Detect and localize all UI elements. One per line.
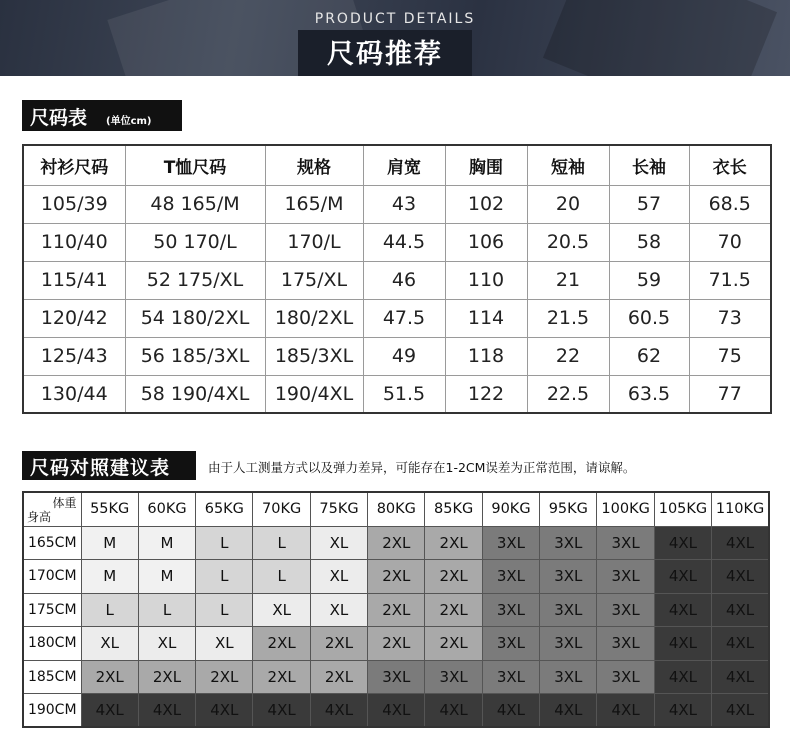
table-cell: 56 185/3XL bbox=[125, 337, 265, 375]
size-recommendation-cell: 3XL bbox=[425, 660, 482, 694]
size-recommendation-cell: L bbox=[138, 593, 195, 627]
size-recommendation-cell: 4XL bbox=[425, 694, 482, 728]
size-column-header: 胸围 bbox=[445, 145, 527, 185]
height-header: 175CM bbox=[23, 593, 81, 627]
size-column-header: 肩宽 bbox=[363, 145, 445, 185]
size-recommendation-cell: L bbox=[253, 560, 310, 594]
size-recommendation-cell: 3XL bbox=[540, 660, 597, 694]
table-cell: 63.5 bbox=[609, 375, 689, 413]
table-row bbox=[23, 299, 771, 337]
size-recommendation-cell: 4XL bbox=[253, 694, 310, 728]
reference-table bbox=[22, 491, 770, 728]
size-recommendation-cell: XL bbox=[310, 593, 367, 627]
table-cell: 73 bbox=[689, 299, 771, 337]
table-cell: 120/42 bbox=[23, 299, 125, 337]
size-recommendation-cell: 2XL bbox=[310, 660, 367, 694]
corner-weight-label: 体重 bbox=[52, 496, 77, 510]
table-cell: 51.5 bbox=[363, 375, 445, 413]
size-recommendation-cell: 4XL bbox=[138, 694, 195, 728]
size-column-header: 衬衫尺码 bbox=[23, 145, 125, 185]
size-recommendation-cell: XL bbox=[253, 593, 310, 627]
weight-header: 90KG bbox=[482, 492, 539, 526]
size-recommendation-cell: XL bbox=[81, 627, 138, 661]
size-recommendation-cell: 3XL bbox=[597, 593, 654, 627]
size-recommendation-cell: 4XL bbox=[81, 694, 138, 728]
weight-header: 70KG bbox=[253, 492, 310, 526]
size-recommendation-cell: 4XL bbox=[654, 627, 711, 661]
size-recommendation-cell: 4XL bbox=[540, 694, 597, 728]
table-cell: 21.5 bbox=[527, 299, 609, 337]
weight-header: 95KG bbox=[540, 492, 597, 526]
size-recommendation-cell: L bbox=[196, 526, 253, 560]
table-cell: 43 bbox=[363, 185, 445, 223]
table-cell: 62 bbox=[609, 337, 689, 375]
size-recommendation-cell: 2XL bbox=[368, 627, 425, 661]
table-row bbox=[23, 694, 769, 728]
size-recommendation-cell: 4XL bbox=[654, 660, 711, 694]
table-cell: 175/XL bbox=[265, 261, 363, 299]
table-cell: 22 bbox=[527, 337, 609, 375]
size-recommendation-cell: 3XL bbox=[540, 627, 597, 661]
size-recommendation-cell: 3XL bbox=[482, 526, 539, 560]
size-recommendation-cell: 4XL bbox=[712, 660, 769, 694]
size-table-body bbox=[23, 185, 771, 413]
table-row bbox=[23, 337, 771, 375]
weight-header: 110KG bbox=[712, 492, 769, 526]
size-recommendation-cell: 3XL bbox=[597, 660, 654, 694]
table-cell: 106 bbox=[445, 223, 527, 261]
size-recommendation-cell: L bbox=[81, 593, 138, 627]
size-recommendation-cell: 4XL bbox=[654, 560, 711, 594]
height-header: 165CM bbox=[23, 526, 81, 560]
size-recommendation-cell: 2XL bbox=[368, 526, 425, 560]
size-recommendation-cell: 2XL bbox=[425, 526, 482, 560]
table-cell: 77 bbox=[689, 375, 771, 413]
size-recommendation-cell: 4XL bbox=[654, 593, 711, 627]
table-cell: 185/3XL bbox=[265, 337, 363, 375]
size-table bbox=[22, 144, 772, 414]
weight-header: 60KG bbox=[138, 492, 195, 526]
reference-table-body bbox=[23, 526, 769, 727]
size-recommendation-cell: 2XL bbox=[81, 660, 138, 694]
size-recommendation-cell: 4XL bbox=[196, 694, 253, 728]
table-cell: 20.5 bbox=[527, 223, 609, 261]
size-column-header: 规格 bbox=[265, 145, 363, 185]
size-recommendation-cell: 3XL bbox=[482, 660, 539, 694]
table-row bbox=[23, 627, 769, 661]
reference-table-header bbox=[23, 492, 769, 526]
corner-cell bbox=[23, 492, 81, 526]
size-recommendation-cell: L bbox=[253, 526, 310, 560]
size-recommendation-cell: 2XL bbox=[425, 560, 482, 594]
table-cell: 22.5 bbox=[527, 375, 609, 413]
table-cell: 49 bbox=[363, 337, 445, 375]
size-recommendation-cell: 3XL bbox=[540, 560, 597, 594]
table-cell: 46 bbox=[363, 261, 445, 299]
size-recommendation-cell: 4XL bbox=[482, 694, 539, 728]
size-recommendation-cell: L bbox=[196, 560, 253, 594]
table-row bbox=[23, 261, 771, 299]
size-column-header: T恤尺码 bbox=[125, 145, 265, 185]
table-row bbox=[23, 223, 771, 261]
weight-header: 75KG bbox=[310, 492, 367, 526]
table-cell: 59 bbox=[609, 261, 689, 299]
table-cell: 170/L bbox=[265, 223, 363, 261]
size-recommendation-cell: 3XL bbox=[482, 593, 539, 627]
table-cell: 115/41 bbox=[23, 261, 125, 299]
size-recommendation-cell: 3XL bbox=[540, 593, 597, 627]
table-cell: 180/2XL bbox=[265, 299, 363, 337]
weight-header: 80KG bbox=[368, 492, 425, 526]
size-recommendation-cell: M bbox=[81, 560, 138, 594]
table-row bbox=[23, 526, 769, 560]
table-cell: 122 bbox=[445, 375, 527, 413]
table-cell: 130/44 bbox=[23, 375, 125, 413]
table-cell: 105/39 bbox=[23, 185, 125, 223]
size-recommendation-cell: 2XL bbox=[368, 560, 425, 594]
size-recommendation-cell: XL bbox=[310, 560, 367, 594]
size-recommendation-cell: XL bbox=[138, 627, 195, 661]
table-cell: 70 bbox=[689, 223, 771, 261]
weight-header: 85KG bbox=[425, 492, 482, 526]
size-recommendation-cell: 3XL bbox=[482, 627, 539, 661]
table-cell: 52 175/XL bbox=[125, 261, 265, 299]
header-subtitle: PRODUCT DETAILS bbox=[314, 11, 476, 27]
table-cell: 60.5 bbox=[609, 299, 689, 337]
table-cell: 54 180/2XL bbox=[125, 299, 265, 337]
reference-table-title-bar bbox=[22, 451, 196, 480]
table-cell: 68.5 bbox=[689, 185, 771, 223]
size-recommendation-cell: 3XL bbox=[368, 660, 425, 694]
height-header: 170CM bbox=[23, 560, 81, 594]
table-cell: 165/M bbox=[265, 185, 363, 223]
size-recommendation-cell: 2XL bbox=[196, 660, 253, 694]
table-cell: 47.5 bbox=[363, 299, 445, 337]
size-recommendation-cell: 4XL bbox=[310, 694, 367, 728]
weight-header: 65KG bbox=[196, 492, 253, 526]
size-recommendation-cell: 4XL bbox=[712, 593, 769, 627]
header-banner bbox=[0, 0, 790, 76]
table-cell: 50 170/L bbox=[125, 223, 265, 261]
size-column-header: 长袖 bbox=[609, 145, 689, 185]
size-recommendation-cell: 4XL bbox=[368, 694, 425, 728]
table-row bbox=[23, 560, 769, 594]
table-cell: 110 bbox=[445, 261, 527, 299]
header-title: 尺码推荐 bbox=[327, 39, 443, 70]
size-recommendation-cell: 3XL bbox=[540, 526, 597, 560]
size-recommendation-cell: 4XL bbox=[712, 526, 769, 560]
size-recommendation-cell: XL bbox=[310, 526, 367, 560]
size-recommendation-cell: 2XL bbox=[310, 627, 367, 661]
table-cell: 20 bbox=[527, 185, 609, 223]
table-row bbox=[23, 375, 771, 413]
size-table-unit: (单位cm) bbox=[106, 116, 152, 127]
table-cell: 102 bbox=[445, 185, 527, 223]
size-table-title: 尺码表 bbox=[30, 107, 88, 129]
size-recommendation-cell: 4XL bbox=[712, 627, 769, 661]
size-recommendation-cell: 4XL bbox=[712, 694, 769, 728]
table-cell: 71.5 bbox=[689, 261, 771, 299]
table-cell: 110/40 bbox=[23, 223, 125, 261]
size-recommendation-cell: M bbox=[81, 526, 138, 560]
table-cell: 48 165/M bbox=[125, 185, 265, 223]
size-recommendation-cell: 2XL bbox=[253, 660, 310, 694]
size-table-header bbox=[23, 145, 771, 185]
size-recommendation-cell: 3XL bbox=[482, 560, 539, 594]
size-recommendation-cell: XL bbox=[196, 627, 253, 661]
table-cell: 190/4XL bbox=[265, 375, 363, 413]
table-cell: 57 bbox=[609, 185, 689, 223]
table-cell: 125/43 bbox=[23, 337, 125, 375]
size-recommendation-cell: 2XL bbox=[425, 593, 482, 627]
measurement-note: 由于人工测量方式以及弹力差异，可能存在1-2CM误差为正常范围，请谅解。 bbox=[208, 460, 636, 475]
reference-table-title: 尺码对照建议表 bbox=[30, 457, 171, 479]
corner-height-label: 身高 bbox=[27, 509, 52, 524]
size-recommendation-cell: M bbox=[138, 526, 195, 560]
table-row bbox=[23, 185, 771, 223]
size-recommendation-cell: 4XL bbox=[712, 560, 769, 594]
size-recommendation-cell: L bbox=[196, 593, 253, 627]
size-recommendation-cell: 4XL bbox=[654, 526, 711, 560]
table-row bbox=[23, 660, 769, 694]
table-cell: 75 bbox=[689, 337, 771, 375]
size-column-header: 衣长 bbox=[689, 145, 771, 185]
size-recommendation-cell: 3XL bbox=[597, 627, 654, 661]
size-table-title-bar bbox=[22, 100, 182, 131]
height-header: 190CM bbox=[23, 694, 81, 728]
size-recommendation-cell: 2XL bbox=[253, 627, 310, 661]
size-recommendation-cell: 2XL bbox=[138, 660, 195, 694]
height-header: 180CM bbox=[23, 627, 81, 661]
size-recommendation-cell: 4XL bbox=[654, 694, 711, 728]
size-recommendation-cell: 3XL bbox=[597, 560, 654, 594]
size-recommendation-cell: 3XL bbox=[597, 526, 654, 560]
weight-header: 105KG bbox=[654, 492, 711, 526]
size-recommendation-cell: 2XL bbox=[368, 593, 425, 627]
size-recommendation-cell: 4XL bbox=[597, 694, 654, 728]
size-recommendation-cell: M bbox=[138, 560, 195, 594]
table-cell: 21 bbox=[527, 261, 609, 299]
table-row bbox=[23, 593, 769, 627]
weight-header: 55KG bbox=[81, 492, 138, 526]
size-recommendation-cell: 2XL bbox=[425, 627, 482, 661]
table-cell: 58 bbox=[609, 223, 689, 261]
size-column-header: 短袖 bbox=[527, 145, 609, 185]
table-cell: 58 190/4XL bbox=[125, 375, 265, 413]
table-cell: 44.5 bbox=[363, 223, 445, 261]
table-cell: 114 bbox=[445, 299, 527, 337]
table-cell: 118 bbox=[445, 337, 527, 375]
height-header: 185CM bbox=[23, 660, 81, 694]
weight-header: 100KG bbox=[597, 492, 654, 526]
